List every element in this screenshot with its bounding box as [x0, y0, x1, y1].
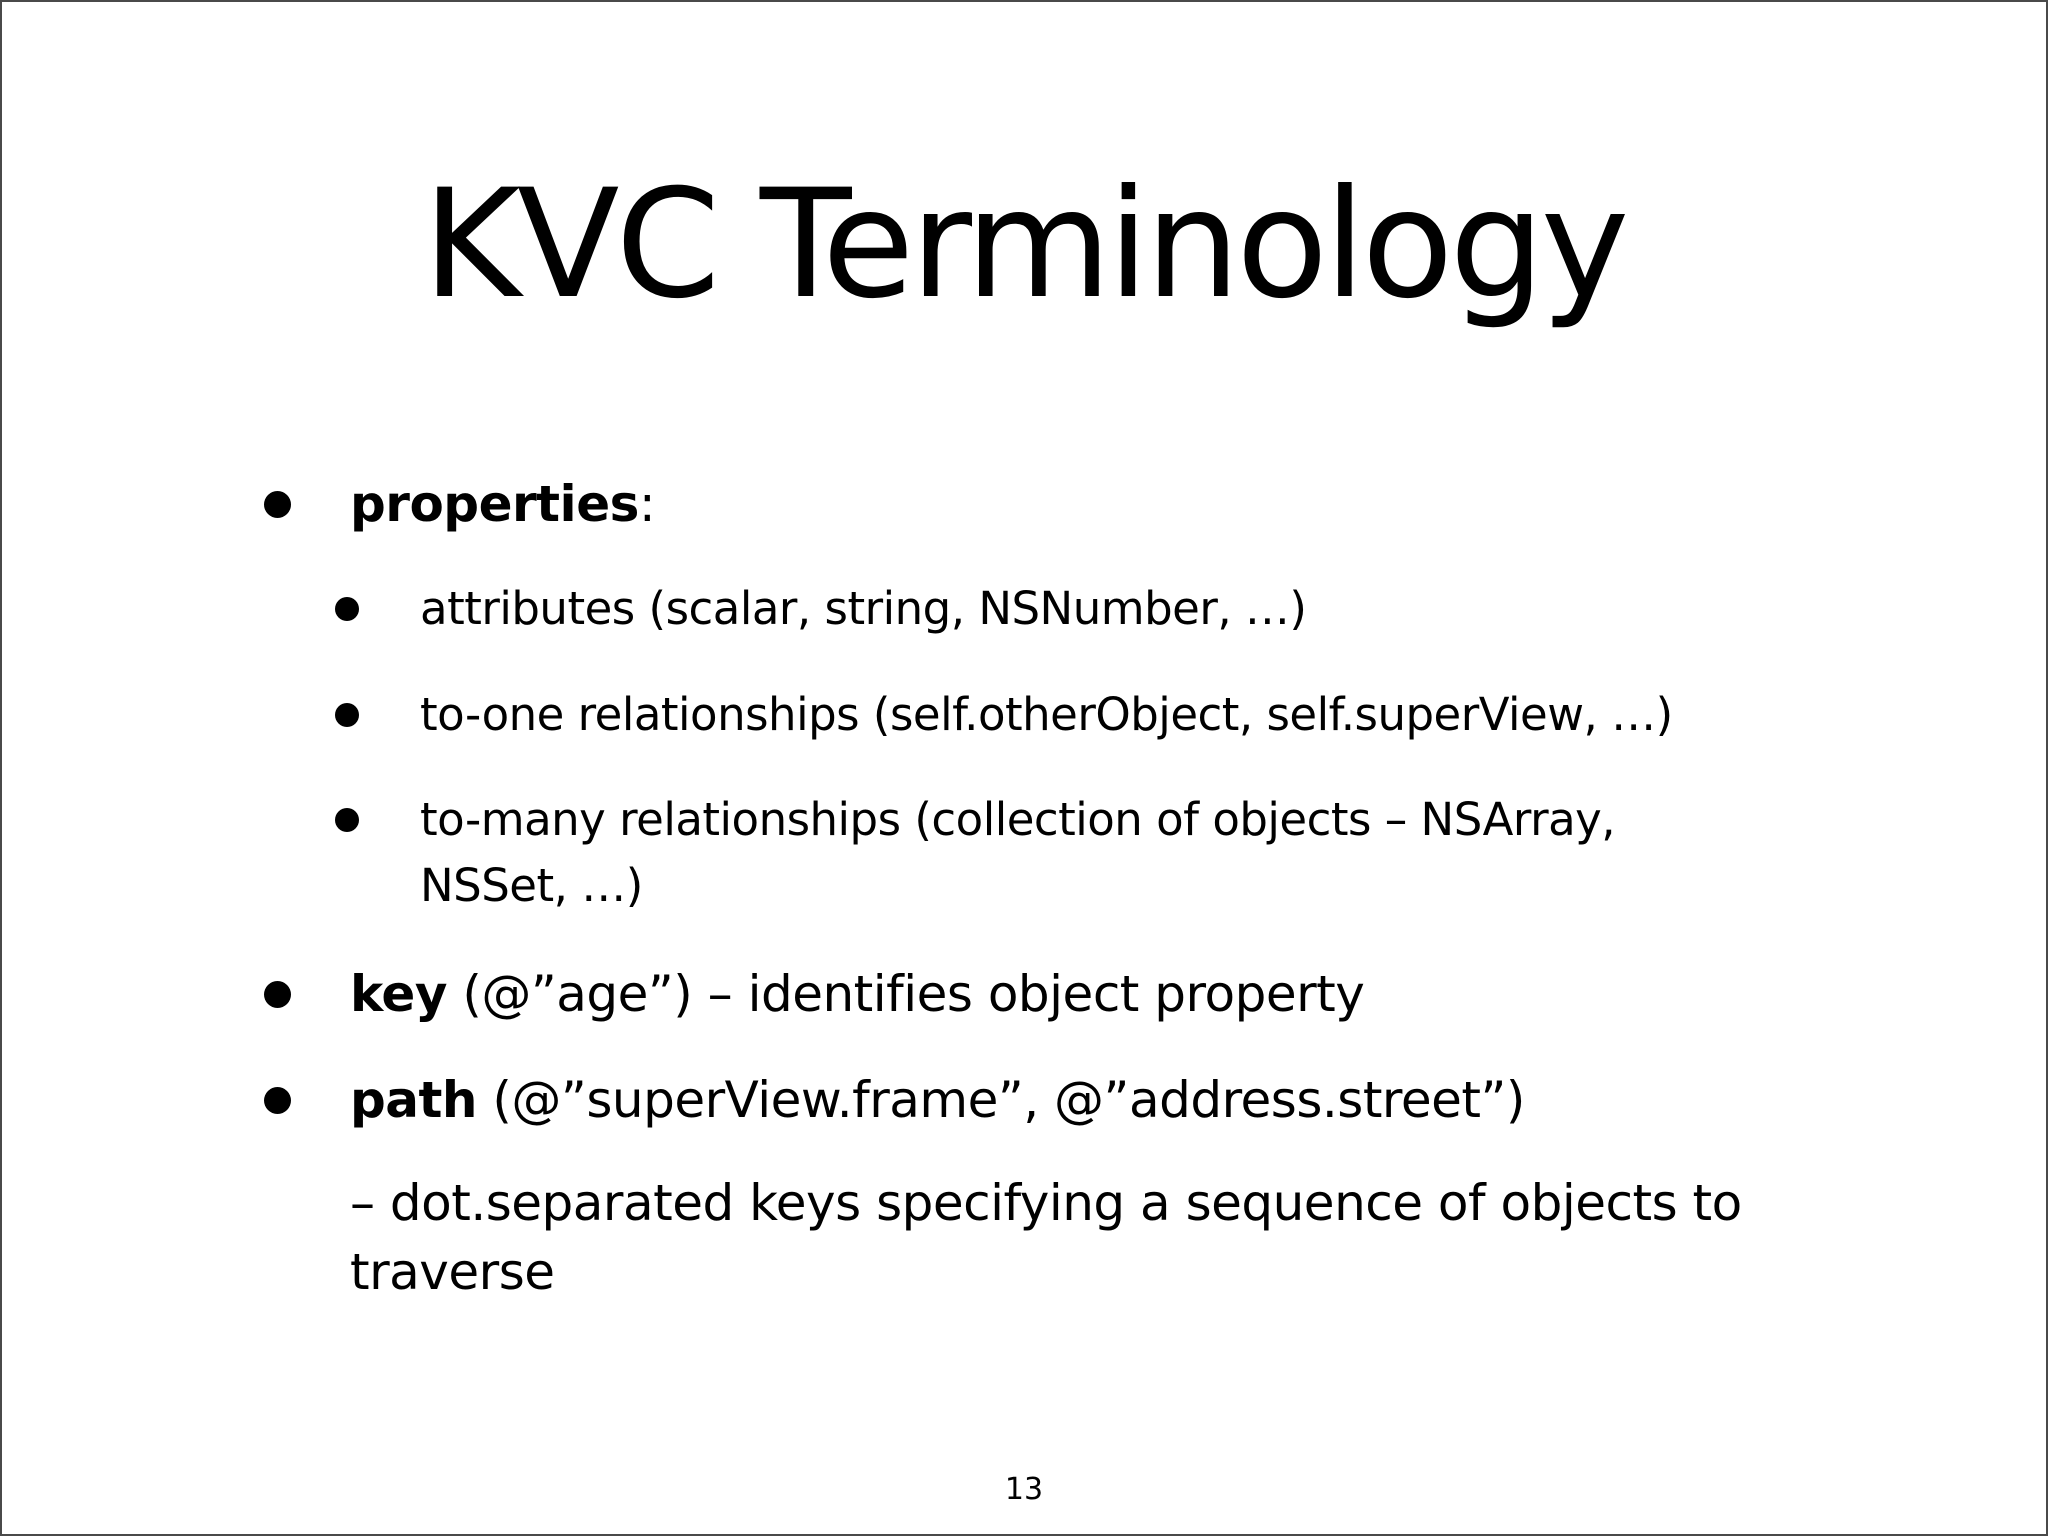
- subitem-text-line1: to-many relationships (collection of objects – NSArray,: [420, 793, 1616, 846]
- bullet-dot: [264, 1087, 291, 1114]
- term-key-rest: (@”age”) – identifies object property: [446, 965, 1365, 1023]
- path-note-line1: – dot.separated keys specifying a sequence of objects to: [350, 1174, 1742, 1232]
- bullet-dot: [264, 491, 291, 518]
- subitem-text: to-one relationships (self.otherObject, self.superView, …): [420, 688, 1673, 741]
- term-key: key: [350, 965, 447, 1023]
- path-note-line2: traverse: [350, 1243, 555, 1301]
- bullet-dot: [335, 597, 359, 621]
- bullet-item-path: [2, 1070, 2046, 1130]
- slide-title: KVC Terminology: [422, 158, 1626, 332]
- subitem-to-many: [2, 787, 2046, 919]
- subitem-text-line2: NSSet, …): [420, 859, 643, 912]
- term-path-rest: (@”superView.frame”, @”address.street”): [477, 1071, 1525, 1129]
- bullet-text: [350, 1070, 1525, 1130]
- page-number: 13: [1004, 1472, 1044, 1507]
- term-path: path: [350, 1071, 478, 1129]
- bullet-text: [350, 964, 1364, 1024]
- bullet-dot: [264, 981, 291, 1008]
- bullet-text: [350, 474, 655, 534]
- bullet-dot: [335, 808, 359, 832]
- subitem-attributes: [2, 576, 2046, 642]
- bullet-dot: [335, 703, 359, 727]
- bullet-item-key: [2, 964, 2046, 1024]
- subitem-text: attributes (scalar, string, NSNumber, …): [420, 582, 1307, 635]
- bullet-item-properties: [2, 474, 2046, 534]
- term-properties: properties: [350, 475, 639, 533]
- subitem-to-one: [2, 682, 2046, 748]
- term-properties-rest: :: [638, 475, 656, 533]
